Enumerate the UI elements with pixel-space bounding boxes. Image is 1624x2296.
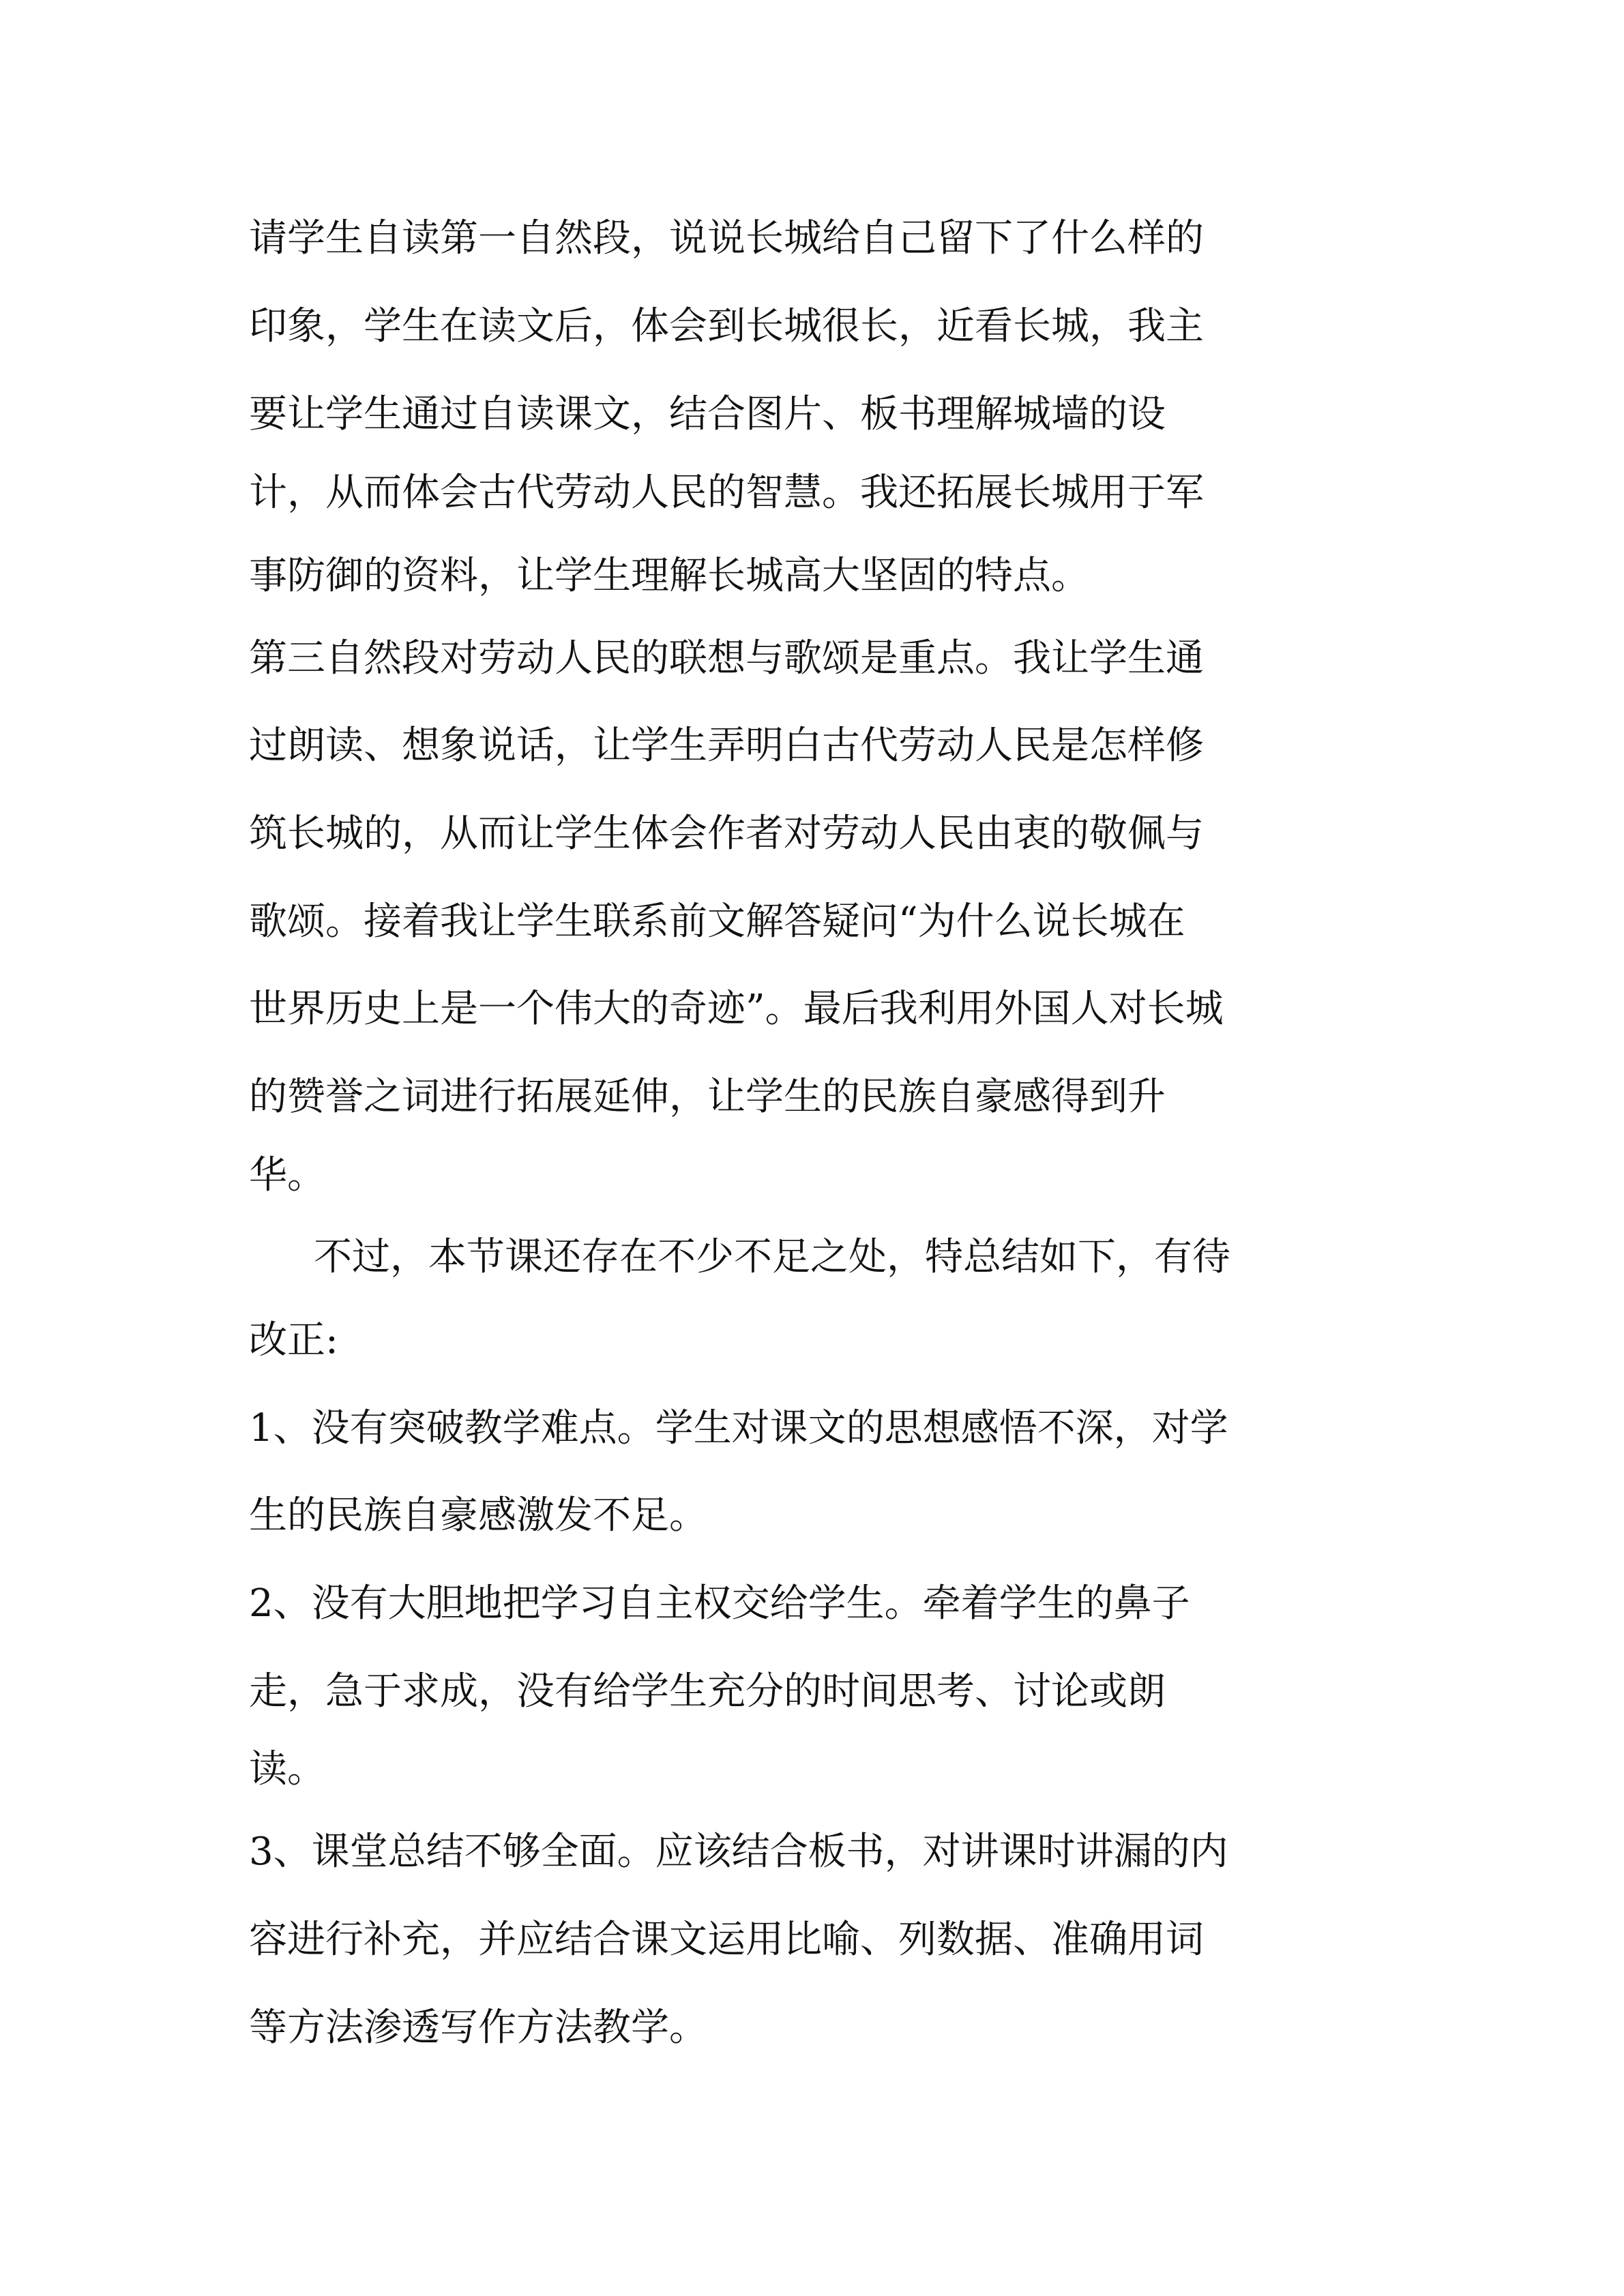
text-line: 世界历史上是一个伟大的奇迹”。最后我利用外国人对长城	[249, 987, 1224, 1031]
text-line: 读。	[249, 1747, 325, 1791]
text-line: 不过，本节课还存在不少不足之处，特总结如下，有待	[314, 1235, 1230, 1279]
text-line: 生的民族自豪感激发不足。	[249, 1493, 707, 1538]
text-line: 走，急于求成，没有给学生充分的时间思考、讨论或朗	[249, 1669, 1166, 1714]
text-line: 第三自然段对劳动人民的联想与歌颂是重点。我让学生通	[249, 636, 1204, 681]
text-line: 的赞誉之词进行拓展延伸，让学生的民族自豪感得到升	[249, 1075, 1166, 1119]
text-line: 筑长城的，从而让学生体会作者对劳动人民由衷的敬佩与	[249, 811, 1204, 856]
text-line: 华。	[249, 1153, 325, 1197]
text-line: 改正:	[249, 1318, 338, 1362]
text-line: 过朗读、想象说话，让学生弄明白古代劳动人民是怎样修	[249, 724, 1204, 768]
text-line: 计，从而体会古代劳动人民的智慧。我还拓展长城用于军	[249, 471, 1204, 515]
text-line: 等方法渗透写作方法教学。	[249, 2006, 707, 2050]
text-line: 容进行补充，并应结合课文运用比喻、列数据、准确用词	[249, 1918, 1204, 1962]
text-line: 1、没有突破教学难点。学生对课文的思想感悟不深，对学	[249, 1406, 1228, 1450]
text-line: 3、课堂总结不够全面。应该结合板书，对讲课时讲漏的内	[249, 1830, 1228, 1874]
text-line: 事防御的资料，让学生理解长城高大坚固的特点。	[249, 554, 1089, 598]
text-line: 要让学生通过自读课文，结合图片、板书理解城墙的设	[249, 392, 1166, 436]
text-line: 印象，学生在读文后，体会到长城很长，近看长城，我主	[249, 304, 1204, 348]
text-line: 歌颂。接着我让学生联系前文解答疑问“为什么说长城在	[249, 899, 1185, 944]
text-line: 请学生自读第一自然段，说说长城给自己留下了什么样的	[249, 216, 1204, 260]
text-line: 2、没有大胆地把学习自主权交给学生。牵着学生的鼻子	[249, 1581, 1190, 1626]
